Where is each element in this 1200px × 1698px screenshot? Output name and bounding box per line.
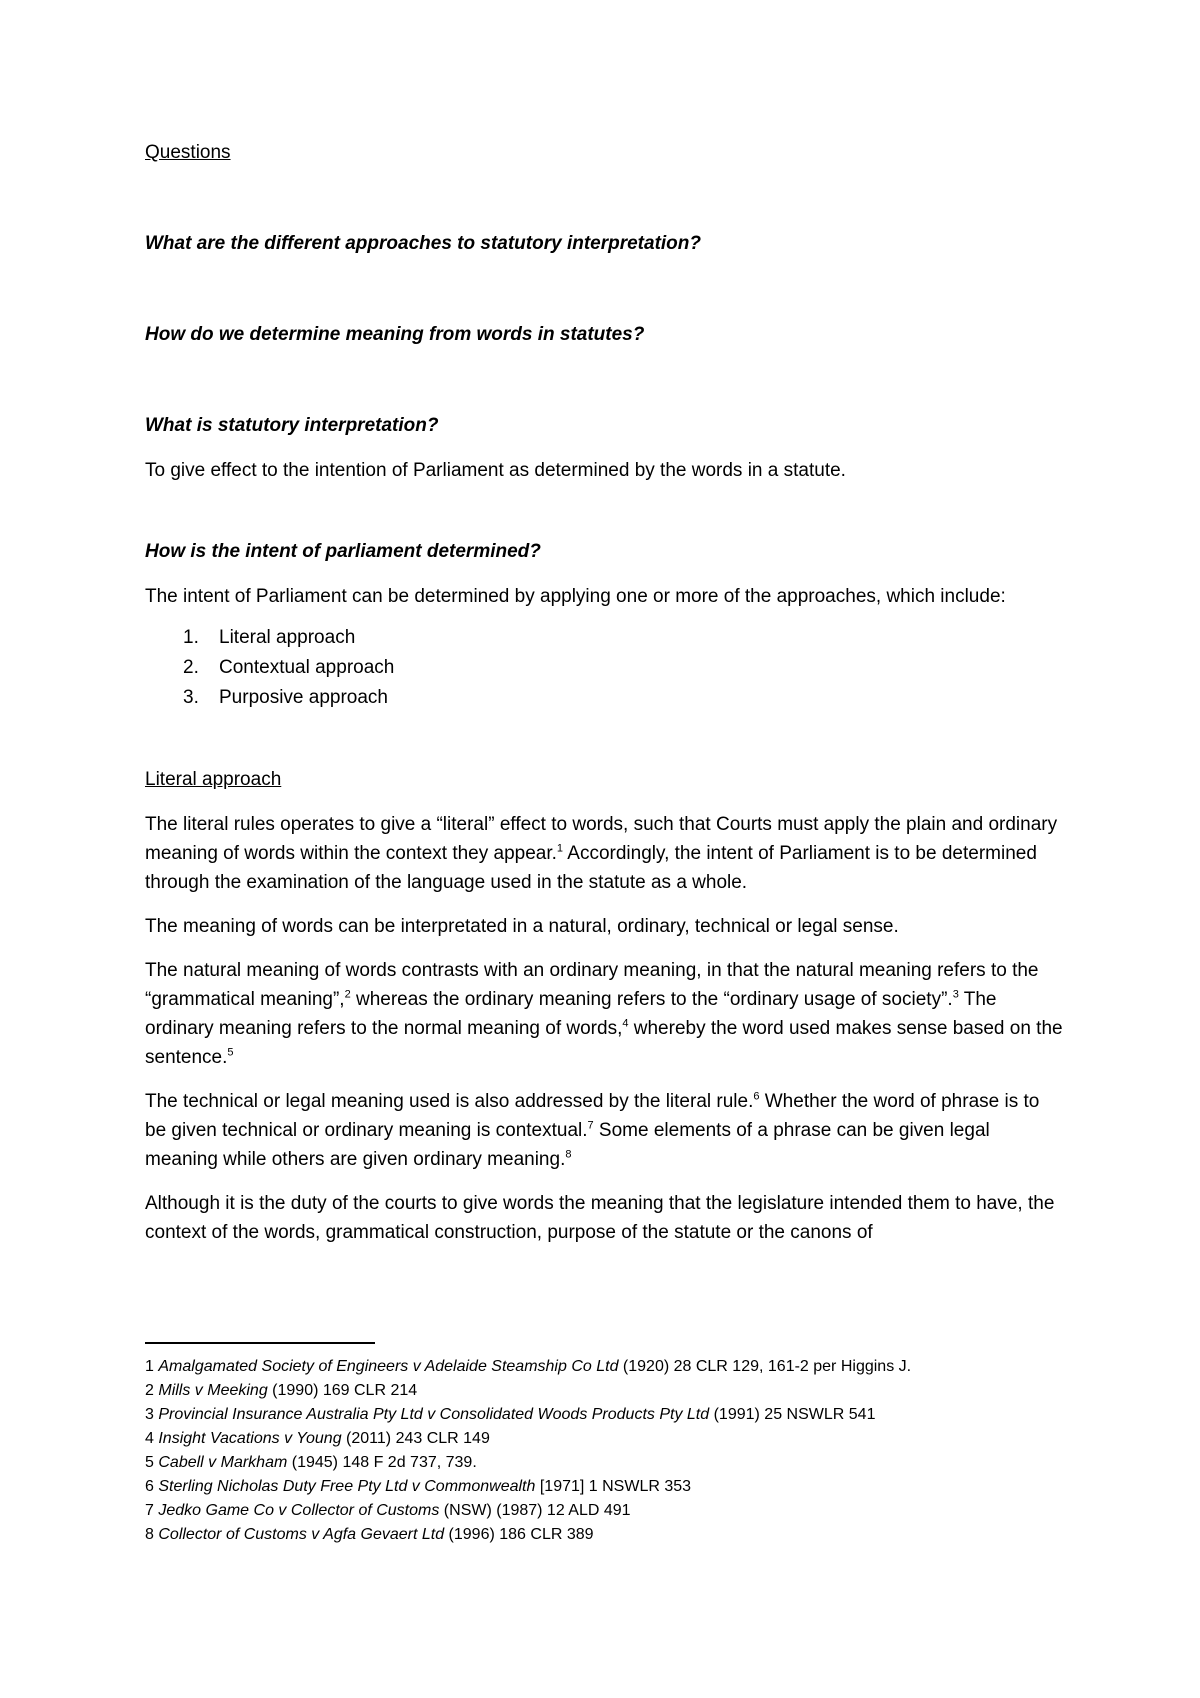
answer-intent: The intent of Parliament can be determined by applying one or more of the approaches, which include: <box>145 586 1006 607</box>
literal-paragraph-5: Although it is the duty of the courts to give words the meaning that the legislature intended them to have, the context of the words, grammatical construction, purpose of the statute or the canons of <box>145 1193 1055 1243</box>
footnote-ref: 3 <box>952 988 959 1001</box>
footnote-7: 7 Jedko Game Co v Collector of Customs (NSW) (1987) 12 ALD 491 <box>145 1502 631 1519</box>
footnote-4: 4 Insight Vacations v Young (2011) 243 CLR 149 <box>145 1430 490 1447</box>
footnotes <box>145 1355 1105 1547</box>
footnote-ref: 8 <box>565 1148 572 1161</box>
literal-approach-heading: Literal approach <box>145 769 282 790</box>
footnote-ref: 5 <box>227 1046 234 1059</box>
approaches-list <box>145 623 1065 713</box>
answer-what-is: To give effect to the intention of Parliament as determined by the words in a statute. <box>145 460 846 481</box>
footnote-3: 3 Provincial Insurance Australia Pty Ltd v Consolidated Woods Products Pty Ltd (1991) 25 NSWLR 541 <box>145 1406 876 1423</box>
literal-paragraph-2: The meaning of words can be interpretated in a natural, ordinary, technical or legal sense. <box>145 916 899 937</box>
question-what-is: What is statutory interpretation? <box>145 415 439 436</box>
footnote-6: 6 Sterling Nicholas Duty Free Pty Ltd v Commonwealth [1971] 1 NSWLR 353 <box>145 1478 692 1495</box>
footnote-ref: 7 <box>587 1119 594 1132</box>
footnote-2: 2 Mills v Meeking (1990) 169 CLR 214 <box>145 1382 418 1399</box>
footnote-8: 8 Collector of Customs v Agfa Gevaert Ltd (1996) 186 CLR 389 <box>145 1526 594 1543</box>
list-item: 1. Literal approach <box>183 627 356 648</box>
footnote-ref: 6 <box>753 1090 760 1103</box>
footnote-separator <box>145 1342 375 1344</box>
literal-paragraph-1: The literal rules operates to give a “literal” effect to words, such that Courts must apply the plain and ordinary meaning of words within the context they appear.$^1$ Accordingly, the intent of Parliament is to be determined through the examination of the language used in the statute as a whole. <box>145 814 1058 893</box>
literal-paragraph-3: The natural meaning of words contrasts with an ordinary meaning, in that the natural meaning refers to the “grammatical meaning”,$^2$ whereas the ordinary meaning refers to the “ordinary usage of society”.$^3$ The ordinary meaning refers to the normal meaning of words,$^4$ whereby the word used makes sense based on the sentence.$^5$ <box>145 960 1063 1068</box>
footnote-ref: 1 <box>556 842 564 855</box>
literal-paragraph-4: The technical or legal meaning used is also addressed by the literal rule.$^6$ Whether the word of phrase is to be given technical or ordinary meaning is contextual.$^7$ Some elements of a phrase can be given legal meaning while others are given ordinary meaning.$^8$ <box>145 1090 1040 1170</box>
footnote-ref: 2 <box>344 988 351 1001</box>
footnote-5: 5 Cabell v Markham (1945) 148 F 2d 737, 739. <box>145 1454 477 1471</box>
footnote-1: 1 Amalgamated Society of Engineers v Adelaide Steamship Co Ltd (1920) 28 CLR 129, 161-2 per Higgins J. <box>145 1358 912 1375</box>
footnote-ref: 4 <box>622 1017 629 1030</box>
list-item: 3. Purposive approach <box>183 687 388 708</box>
list-item: 2. Contextual approach <box>183 657 395 678</box>
question-intent: How is the intent of parliament determined? <box>145 541 541 562</box>
document-body <box>145 138 1065 1247</box>
question-approaches: What are the different approaches to statutory interpretation? <box>145 233 702 254</box>
question-meaning: How do we determine meaning from words in statutes? <box>145 324 645 345</box>
questions-heading: Questions <box>145 142 231 163</box>
